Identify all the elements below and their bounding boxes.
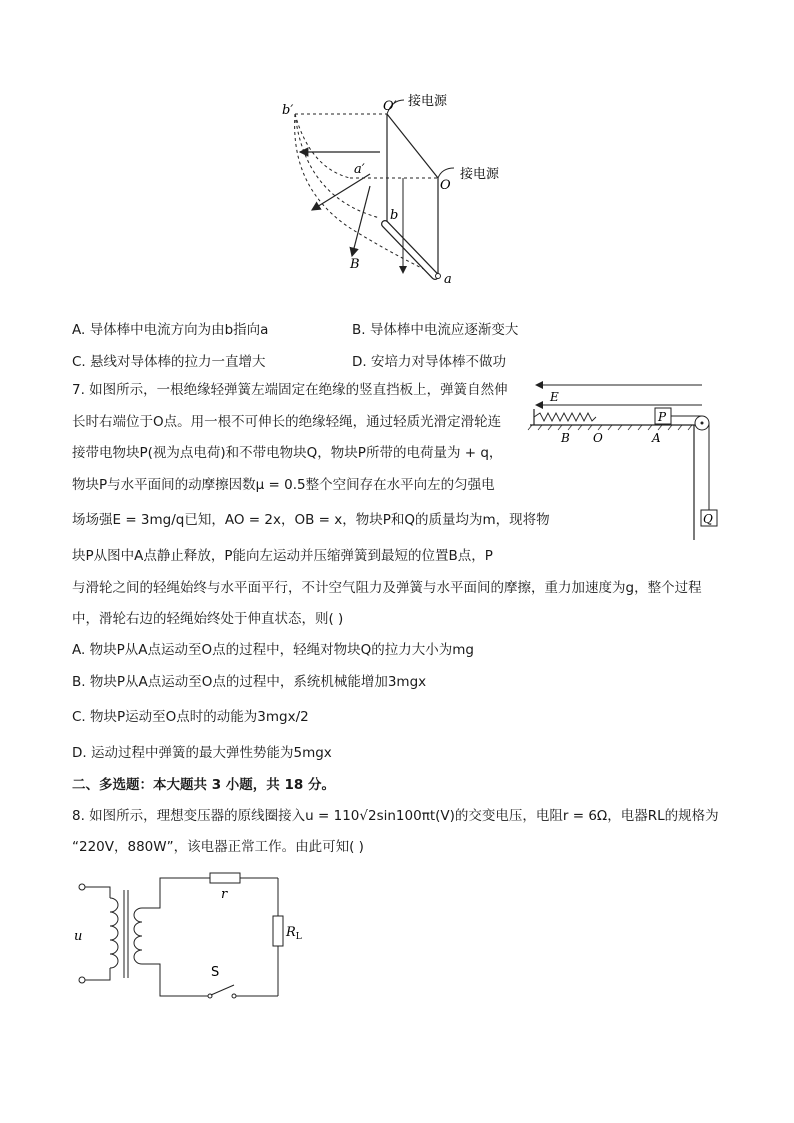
q7-fig-label-B: B bbox=[561, 431, 570, 445]
q7-line-5: 场场强E = 3mg/q已知，AO = 2x，OB = x，物块P和Q的质量均为m，现将物 bbox=[72, 512, 550, 528]
q8-fig-label-RL bbox=[285, 925, 302, 942]
label-a-prime: a′ bbox=[354, 162, 365, 177]
q6-option-d: D. 安培力对导体棒不做功 bbox=[352, 354, 506, 370]
label-power-2: 接电源 bbox=[460, 167, 500, 182]
q8-line-1: 8. 如图所示，理想变压器的原线圈接入u = 110√2sin100πt(V)的交变电压，电阻r = 6Ω，电器RL的规格为 bbox=[72, 808, 719, 824]
q8-line-2: “220V，880W”，该电器正常工作。由此可知( ) bbox=[72, 839, 364, 855]
q7-line-8: 中，滑轮右边的轻绳始终处于伸直状态，则( ) bbox=[72, 611, 344, 627]
q8-fig-label-RL-sub: L bbox=[295, 932, 302, 942]
q8-fig-label-RL-main: R bbox=[286, 925, 296, 940]
q7-line-2: 长时右端位于O点。用一根不可伸长的绝缘轻绳，通过轻质光滑定滑轮连 bbox=[72, 414, 502, 430]
q6-figure bbox=[270, 88, 530, 298]
q7-figure bbox=[522, 375, 732, 545]
q7-fig-label-O: O bbox=[593, 431, 603, 445]
q7-fig-label-E: E bbox=[550, 390, 559, 404]
q8-fig-label-r: r bbox=[221, 887, 228, 902]
q7-option-c: C. 物块P运动至O点时的动能为3mgx/2 bbox=[72, 709, 309, 725]
q7-line-7: 与滑轮之间的轻绳始终与水平面平行，不计空气阻力及弹簧与水平面间的摩擦，重力加速度为g，整个过程 bbox=[72, 580, 702, 596]
q7-option-d: D. 运动过程中弹簧的最大弹性势能为5mgx bbox=[72, 745, 332, 761]
q6-option-b: B. 导体棒中电流应逐渐变大 bbox=[352, 322, 519, 338]
q7-line-6: 块P从图中A点静止释放，P能向左运动并压缩弹簧到最短的位置B点，P bbox=[72, 548, 493, 564]
label-power-1: 接电源 bbox=[408, 94, 448, 109]
q7-fig-label-A: A bbox=[652, 431, 661, 445]
label-b: b bbox=[390, 208, 399, 223]
label-B: B bbox=[350, 257, 360, 272]
label-o-prime: O′ bbox=[383, 99, 397, 114]
label-o: O bbox=[440, 178, 451, 193]
q7-line-4: 物块P与水平面间的动摩擦因数μ = 0.5整个空间存在水平向左的匀强电 bbox=[72, 477, 495, 493]
q7-fig-label-P: P bbox=[658, 410, 667, 424]
q7-option-a: A. 物块P从A点运动至O点的过程中，轻绳对物块Q的拉力大小为mg bbox=[72, 642, 474, 658]
label-a: a bbox=[444, 272, 452, 287]
section-heading: 二、多选题：本大题共 3 小题，共 18 分。 bbox=[72, 777, 335, 793]
q7-line-3: 接带电物块P(视为点电荷)和不带电物块Q，物块P所带的电荷量为 + q， bbox=[72, 445, 503, 461]
q7-option-b: B. 物块P从A点运动至O点的过程中，系统机械能增加3mgx bbox=[72, 674, 427, 690]
q6-option-c: C. 悬线对导体棒的拉力一直增大 bbox=[72, 354, 266, 370]
label-b-prime: b′ bbox=[282, 103, 294, 118]
q7-fig-label-Q: Q bbox=[703, 512, 713, 526]
q6-option-a: A. 导体棒中电流方向为由b指向a bbox=[72, 322, 269, 338]
q8-figure bbox=[70, 868, 300, 1003]
q8-fig-label-S: S bbox=[211, 965, 220, 980]
q7-line-1: 7. 如图所示，一根绝缘轻弹簧左端固定在绝缘的竖直挡板上，弹簧自然伸 bbox=[72, 382, 508, 398]
q8-fig-label-u: u bbox=[74, 929, 83, 944]
